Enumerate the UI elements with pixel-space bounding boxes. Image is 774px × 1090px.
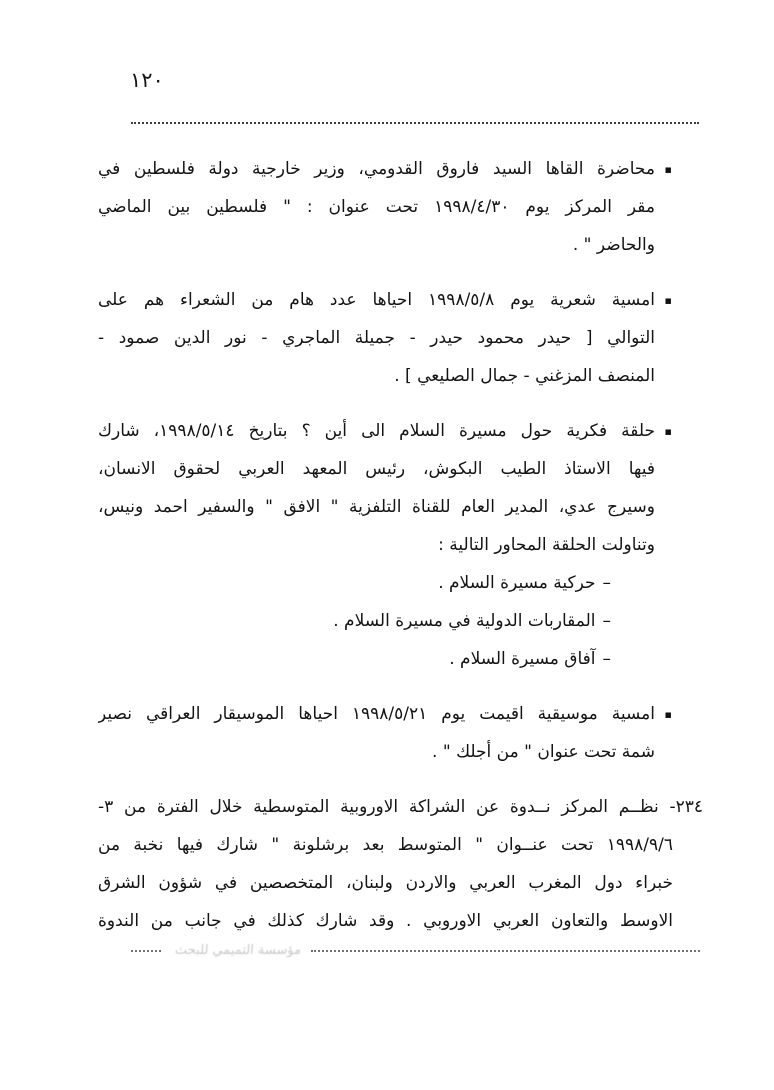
numbered-paragraph-234 <box>98 788 703 940</box>
dash-marker: – <box>602 611 611 631</box>
text-line: شمة تحت عنوان " من أجلك " . <box>432 742 655 762</box>
page-footer <box>131 944 700 958</box>
text-line: امسية شعرية يوم ١٩٩٨/٥/٨ احياها عدد هام من الشعراء هم على <box>98 290 655 310</box>
text-line: محاضرة القاها السيد فاروق القدومي، وزير خارجية دولة فلسطين في <box>98 159 655 179</box>
text-line: فيها الاستاذ الطيب البكوش، رئيس المعهد العربي لحقوق الانسان، <box>98 459 655 479</box>
list-item-topic <box>98 564 655 602</box>
dash-marker: – <box>602 649 611 669</box>
bullet-paragraph-poetry-evening <box>98 281 672 395</box>
header-divider <box>131 122 699 124</box>
topic-text: آفاق مسيرة السلام . <box>449 649 596 669</box>
text-line <box>98 788 703 826</box>
text-line: حلقة فكرية حول مسيرة السلام الى أين ؟ بتاريخ ١٩٩٨/٥/١٤، شارك <box>98 421 655 441</box>
item-text: نظــم المركز نــدوة عن الشراكة الاوروبية المتوسطية خلال الفترة من ٣- <box>98 797 659 817</box>
text-line: وتناولت الحلقة المحاور التالية : <box>438 535 655 555</box>
text-line: المنصف المزغني - جمال الصليعي ] . <box>394 366 655 386</box>
bullet-paragraph-lecture <box>98 150 672 264</box>
bullet-icon: ▪ <box>664 425 672 438</box>
panel-topics-list <box>98 564 655 678</box>
text-line: مقر المركز يوم ١٩٩٨/٤/٣٠ تحت عنوان : " فلسطين بين الماضي <box>98 197 655 217</box>
text-line: خبراء دول المغرب العربي والاردن ولبنان، المتخصصين في شؤون الشرق <box>98 873 673 893</box>
dash-marker: – <box>602 573 611 593</box>
bullet-icon: ▪ <box>664 708 672 721</box>
item-number: ٢٣٤- <box>669 797 703 817</box>
text-line: امسية موسيقية اقيمت يوم ١٩٩٨/٥/٢١ احياها الموسيقار العراقي نصير <box>98 704 655 724</box>
footer-stamp-text: مؤسسة التميمي للبحث <box>174 943 302 958</box>
bullet-icon: ▪ <box>664 163 672 176</box>
text-line: ١٩٩٨/٩/٦ تحت عنــوان " المتوسط بعد برشلونة " شارك فيها نخبة من <box>98 835 673 855</box>
bullet-icon: ▪ <box>664 294 672 307</box>
footer-divider <box>311 950 700 952</box>
text-line: التوالي [ حيدر محمود حيدر - جميلة الماجري - نور الدين صمود - <box>98 328 655 348</box>
bullet-paragraph-music-evening <box>98 695 672 771</box>
list-item-topic <box>98 602 655 640</box>
page-content <box>98 150 703 957</box>
page-number: ١٢٠ <box>130 68 164 92</box>
text-line: وسيرج عدي، المدير العام للقناة التلفزية " الافق " والسفير احمد ونيس، <box>98 497 655 517</box>
topic-text: حركية مسيرة السلام . <box>438 573 596 593</box>
footer-divider-left <box>131 950 161 952</box>
bullet-paragraph-panel <box>98 412 672 564</box>
list-item-topic <box>98 640 655 678</box>
topic-text: المقاربات الدولية في مسيرة السلام . <box>333 611 596 631</box>
text-line: والحاضر " . <box>572 235 655 255</box>
text-line: الاوسط والتعاون العربي الاوروبي . وقد شارك كذلك في جانب من الندوة <box>98 911 673 931</box>
